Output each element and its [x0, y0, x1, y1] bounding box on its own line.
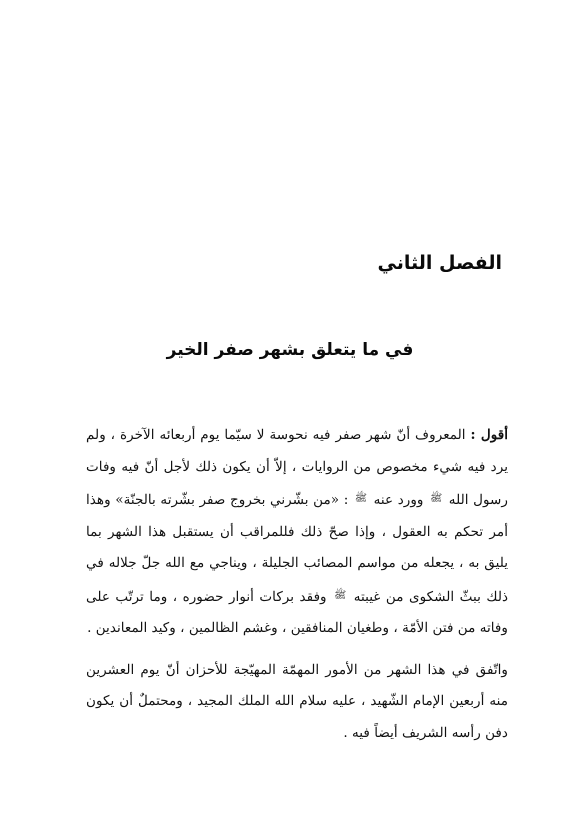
- honorific-icon: ﷺ: [354, 493, 368, 504]
- paragraph-1-part-2: وورد عنه: [373, 492, 424, 508]
- paragraph-1-part-4: وفقد بركات أنوار حضوره ، وما ترتّب على وفاته من فتن الأمّة ، وطغيان المنافقين ، وغشم الظالمين ، وكيد المعاندين .: [86, 588, 508, 636]
- paragraph-lead-word: أقول :: [470, 427, 508, 443]
- paragraph-1-part-3: : «من بشّرني بخروج صفر بشّرته بالجنّة» وهذا أمر تحكم به العقول ، وإذا صحّ ذلك فللمراقب أن يستقبل هذا الشهر بما يليق به ، يجعله من مواسم المصائب الجليلة ، ويناجي مع الله جلّ جلاله في ذلك ببثّ الشكوى من غيبته: [86, 492, 509, 605]
- chapter-title: الفصل الثاني: [377, 252, 502, 274]
- paragraph-1: [86, 420, 508, 645]
- body-text: [86, 420, 508, 749]
- honorific-icon: ﷺ: [334, 589, 347, 601]
- honorific-icon: ﷺ: [430, 493, 443, 504]
- paragraph-2: واتّفق في هذا الشهر من الأمور المهمّة المهيّجة للأحزان أنّ يوم العشرين منه أربعين الإمام الشّهيد ، عليه سلام الله الملك المجيد ، ومحتملٌ أن يكون دفن رأسه الشريف أيضاً فيه .: [86, 661, 508, 741]
- paragraph-1-part-1: المعروف أنّ شهر صفر فيه نحوسة لا سيّما يوم أربعائه الآخرة ، ولم يرد فيه شيء مخصوص من الروايات ، إلاّ أن يكون ذلك لأجل أنّ فيه وفات رسول الله: [86, 427, 508, 508]
- section-title: في ما يتعلق بشهر صفر الخير: [166, 340, 414, 360]
